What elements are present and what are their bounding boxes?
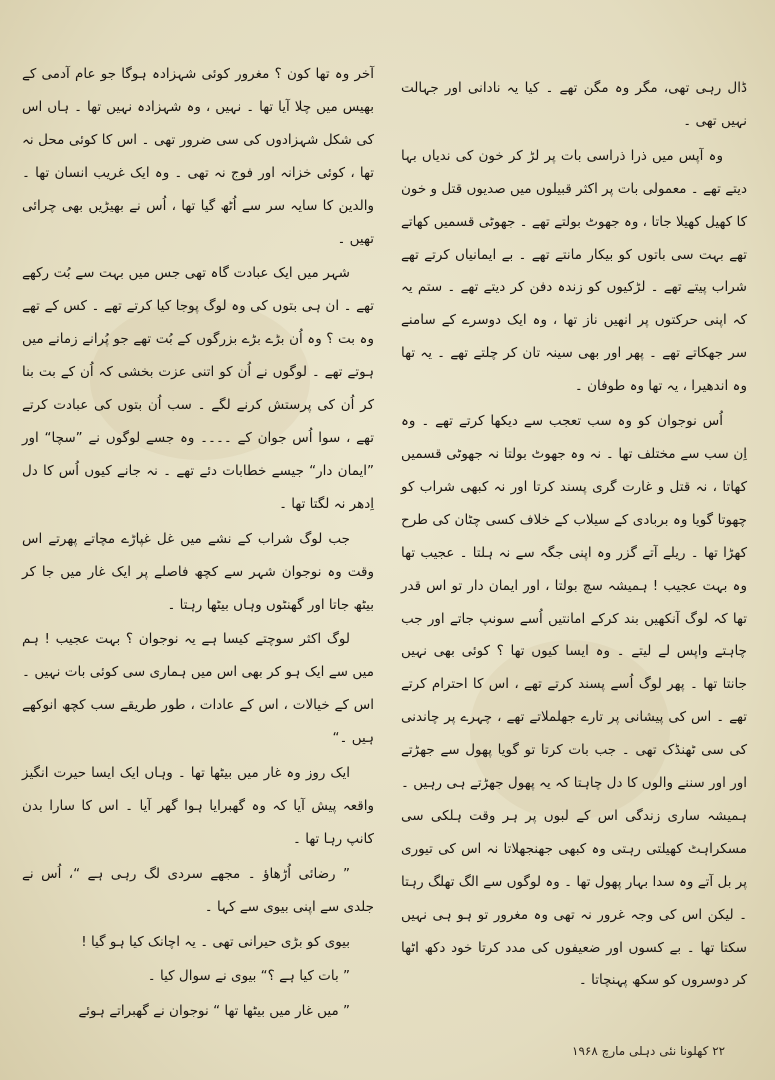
paragraph: ” بات کیا ہے ؟“ بیوی نے سوال کیا ۔: [147, 968, 350, 985]
left-column: [22, 58, 374, 1030]
paragraph: ایک روز وہ غار میں بیٹھا تھا ۔ وہاں ایک ایسا حیرت انگیز واقعہ پیش آیا کہ وہ گھبرایا ہوا گھر آیا ۔ اس کا سارا بدن کانپ رہا تھا ۔: [22, 765, 374, 847]
paragraph: جب لوگ شراب کے نشے میں غل غپاڑے مچاتے پھرتے اس وقت وہ نوجوان شہر سے کچھ فاصلے پر ایک غار میں جا کر بیٹھ جاتا اور گھنٹوں وہاں بیٹھا رہتا ۔: [22, 530, 374, 613]
right-column: [401, 72, 747, 999]
paragraph: ڈال رہی تھی، مگر وہ مگن تھے ۔ کیا یہ نادانی اور جہالت نہیں تھی ۔: [401, 80, 747, 129]
paragraph: شہر میں ایک عبادت گاہ تھی جس میں بہت سے بُت رکھے تھے ۔ ان ہی بتوں کی وہ لوگ پوجا کیا کرتے تھے ۔ کس کے تھے وہ بت ؟ وہ اُن بڑے بڑے بزرگوں کے بُت تھے جو پُرانے زمانے میں ہوتے تھے ۔ لوگوں نے اُن کو اتنی عزت بخشی کہ اُن کے بت بنا کر اُن کی پرستش کرنے لگے ۔ سب اُن بتوں کی عبادت کرتے تھے ، سوا اُس جوان کے ۔۔۔۔ وہ جسے لوگوں نے ”سچا“ اور ”ایمان دار“ جیسے خطابات دئے تھے ۔ نہ جانے کیوں اُس کا دل اِدھر نہ لگتا تھا ۔: [22, 265, 374, 512]
paragraph: آخر وہ تھا کون ؟ مغرور کوئی شہزادہ ہوگا جو عام آدمی کے بھیس میں چلا آیا تھا ۔ نہیں ، وہ شہزادہ نہیں تھا ۔ ہاں اس کی شکل شہزادوں کی سی ضرور تھی ۔ اس کا کوئی محل نہ تھا ، کوئی خزانہ اور فوج نہ تھی ۔ وہ ایک غریب انسان تھا ۔ والدین کا سایہ سر سے اُٹھ گیا تھا ، اُس نے بھیڑیں بھی چرائی تھیں ۔: [22, 66, 374, 247]
paragraph: وہ آپس میں ذرا ذراسی بات پر لڑ کر خون کی ندیاں بہا دیتے تھے ۔ معمولی بات پر اکثر قبیلوں میں صدیوں قتل و خون کا کھیل کھیلا جاتا ، وہ جھوٹ بولتے تھے ۔ جھوٹی قسمیں کھاتے تھے بہت سی باتوں کو بیکار مانتے تھے ۔ بے ایمانیاں کرتے تھے شراب پیتے تھے ۔ لڑکیوں کو زندہ دفن کر دیتے تھے ۔ ستم یہ کہ اپنی حرکتوں پر انھیں ناز تھا ، وہ ایک دوسرے کے سامنے سر جھکاتے تھے ۔ پھر اور بھی سینہ تان کر چلتے تھے ۔ یہ تھا وہ اندھیرا ، یہ تھا وہ طوفان ۔: [401, 147, 747, 395]
paragraph: اُس نوجوان کو وہ سب تعجب سے دیکھا کرتے تھے ۔ وہ اِن سب سے مختلف تھا ۔ نہ وہ جھوٹ بولتا نہ جھوٹی قسمیں کھاتا ، نہ قتل و غارت گری پسند کرتا اور نہ کبھی شراب کو چھوتا گویا وہ بربادی کے سیلاب کے خلاف کسی چٹان کی طرح کھڑا تھا ۔ ریلے آتے گزر وہ اپنی جگہ سے نہ ہلتا ۔ عجیب تھا وہ بہت عجیب ! ہمیشہ سچ بولتا ، اور ایمان دار تو اس قدر تھا کہ لوگ آنکھیں بند کرکے امانتیں اُسے سونپ جاتے اور جب چاہتے واپس لے لیتے ۔ وہ ایسا کیوں تھا ؟ کوئی بھی نہیں جانتا تھا ۔ پھر لوگ اُسے پسند کرتے تھے ، اس کا احترام کرتے تھے ۔ اس کی پیشانی پر تارے جھلملاتے تھے ، چہرے پر چاندنی کی سی ٹھنڈک تھی ۔ جب بات کرتا تو گویا پھول سے جھڑتے اور اور سننے والوں کا دل چاہتا کہ یہ پھول جھڑتے ہی رہیں ۔ ہمیشہ ساری زندگی اس کے لبوں پر ہر وقت ہلکی سی مسکراہٹ کھیلتی رہتی وہ کبھی جھنجھلاتا نہ اس کی تیوری پر بل آتے وہ سدا بہار پھول تھا ۔ وہ لوگوں سے الگ تھلگ رہتا ۔ لیکن اس کی وجہ غرور نہ تھی وہ مغرور تو ہو ہی نہیں سکتا تھا ۔ بے کسوں اور ضعیفوں کی مدد کرتا خود دکھ اٹھا کر دوسروں کو سکھ پہنچاتا ۔: [401, 413, 747, 989]
paragraph: ” میں غار میں بیٹھا تھا “ نوجوان نے گھبراتے ہوئے: [78, 1003, 350, 1020]
paragraph: بیوی کو بڑی حیرانی تھی ۔ یہ اچانک کیا ہو گیا !: [81, 933, 350, 950]
paragraph: لوگ اکثر سوچتے کیسا ہے یہ نوجوان ؟ بہت عجیب ! ہم میں سے ایک ہو کر بھی اس میں ہماری سی کوئی بات نہیں ۔ اس کے خیالات ، اس کے عادات ، طور طریقے سب کچھ انوکھے ہیں ۔“: [22, 631, 374, 747]
paragraph: ” رضائی اُڑھاؤ ۔ مجھے سردی لگ رہی ہے “، اُس نے جلدی سے اپنی بیوی سے کہا ۔: [22, 865, 374, 915]
page-footer: ۲۲ کھلونا نئی دہلی مارچ ۱۹۶۸: [572, 1044, 726, 1058]
